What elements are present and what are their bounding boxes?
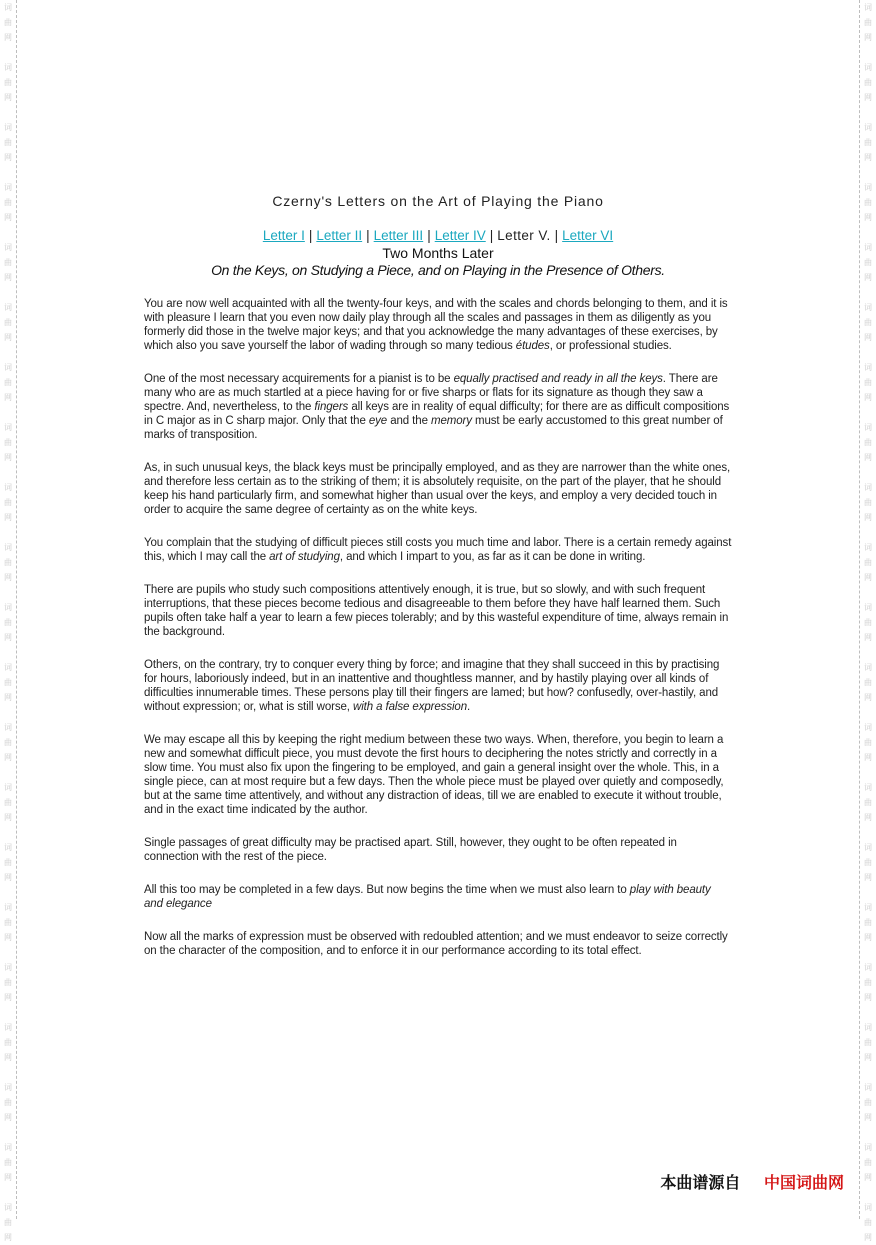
nav-separator: | bbox=[427, 228, 431, 243]
right-margin-watermark bbox=[859, 0, 876, 1242]
watermark-char: 词 bbox=[864, 363, 872, 372]
watermark-char: 网 bbox=[4, 633, 12, 642]
watermark-char: 网 bbox=[864, 453, 872, 462]
watermark-char: 曲 bbox=[4, 1158, 12, 1167]
watermark-char: 词 bbox=[864, 603, 872, 612]
watermark-char: 网 bbox=[4, 153, 12, 162]
watermark-char: 网 bbox=[864, 393, 872, 402]
watermark-char: 词 bbox=[4, 3, 12, 12]
watermark-char: 网 bbox=[864, 1173, 872, 1182]
watermark-char: 曲 bbox=[864, 78, 872, 87]
watermark-char: 词 bbox=[4, 63, 12, 72]
watermark-char: 曲 bbox=[4, 1038, 12, 1047]
watermark-group bbox=[2, 840, 14, 885]
nav-link-letter-6[interactable]: Letter VI bbox=[562, 228, 614, 243]
watermark-char: 网 bbox=[4, 453, 12, 462]
emphasis-text: with a false expression bbox=[352, 701, 468, 713]
nav-current-letter: Letter V. bbox=[497, 228, 551, 243]
watermark-char: 网 bbox=[864, 273, 872, 282]
watermark-char: 网 bbox=[864, 1053, 872, 1062]
watermark-char: 词 bbox=[864, 423, 872, 432]
nav-separator: | bbox=[489, 228, 494, 243]
watermark-char: 词 bbox=[864, 63, 872, 72]
nav-separator: | bbox=[554, 228, 559, 243]
watermark-char: 网 bbox=[4, 993, 12, 1002]
watermark-group bbox=[2, 540, 14, 585]
watermark-char: 网 bbox=[864, 513, 872, 522]
watermark-char: 网 bbox=[864, 333, 872, 342]
body-paragraph: There are pupils who study such compositions attentively enough, it is true, but so slowly, and with such frequent interruptions, that these pieces become tedious and disagreeable to them before they have half learned them. Such pupils often take half a year to learn a few pieces tolerably; and by this wasteful expenditure of time, always remain in the background. bbox=[144, 584, 729, 638]
watermark-char: 词 bbox=[4, 603, 12, 612]
watermark-group bbox=[862, 540, 874, 585]
watermark-char: 曲 bbox=[4, 498, 12, 507]
watermark-char: 曲 bbox=[4, 1218, 12, 1227]
watermark-char: 词 bbox=[4, 843, 12, 852]
source-footer bbox=[660, 1170, 844, 1193]
emphasis-text: play with beauty and elegance bbox=[144, 884, 711, 910]
watermark-char: 网 bbox=[4, 213, 12, 222]
watermark-char: 词 bbox=[864, 1143, 872, 1152]
watermark-char: 曲 bbox=[4, 138, 12, 147]
watermark-char: 曲 bbox=[4, 18, 12, 27]
watermark-char: 网 bbox=[864, 573, 872, 582]
watermark-group bbox=[862, 660, 874, 705]
body-paragraph: You are now well acquainted with all the twenty-four keys, and with the scales and chords belonging to them, and it is with pleasure I learn that you even now daily play through all the scales and passages in them as diligently as you formerly did those in the twelve major keys; and that you acknowledge the many advantages of these exercises, by which also you save yourself the labor of wading through so many tedious études, or professional studies. bbox=[144, 298, 728, 352]
watermark-char: 曲 bbox=[864, 558, 872, 567]
watermark-char: 网 bbox=[4, 1053, 12, 1062]
watermark-char: 词 bbox=[4, 1143, 12, 1152]
watermark-char: 曲 bbox=[4, 858, 12, 867]
footer-source-prefix: 本曲谱源自 bbox=[660, 1173, 741, 1192]
watermark-char: 曲 bbox=[864, 1218, 872, 1227]
watermark-char: 词 bbox=[4, 723, 12, 732]
watermark-char: 网 bbox=[4, 33, 12, 42]
body-paragraph: As, in such unusual keys, the black keys must be principally employed, and as they are narrower than the white ones, and therefore less certain as to the striking of them; it is absolutely requisite, on the part of the player, that he should keep his hand particularly firm, and somewhat higher than usual over the keys, and employ a very decided touch in order to acquire the same degree of certainty as on the white keys. bbox=[144, 462, 731, 516]
emphasis-text: equally practised and ready in all the keys bbox=[453, 373, 663, 385]
watermark-char: 词 bbox=[4, 423, 12, 432]
watermark-char: 网 bbox=[4, 813, 12, 822]
watermark-group bbox=[862, 480, 874, 525]
watermark-char: 词 bbox=[864, 183, 872, 192]
watermark-char: 曲 bbox=[4, 318, 12, 327]
watermark-char: 曲 bbox=[864, 1038, 872, 1047]
watermark-group bbox=[2, 420, 14, 465]
watermark-group bbox=[862, 780, 874, 825]
watermark-char: 曲 bbox=[864, 438, 872, 447]
watermark-group bbox=[862, 1140, 874, 1185]
watermark-char: 网 bbox=[864, 153, 872, 162]
watermark-char: 曲 bbox=[864, 198, 872, 207]
watermark-char: 词 bbox=[4, 363, 12, 372]
watermark-char: 词 bbox=[864, 903, 872, 912]
nav-link-letter-3[interactable]: Letter III bbox=[373, 228, 424, 243]
watermark-group bbox=[2, 780, 14, 825]
nav-link-letter-4[interactable]: Letter IV bbox=[434, 228, 486, 243]
watermark-group bbox=[862, 900, 874, 945]
watermark-char: 曲 bbox=[4, 1098, 12, 1107]
watermark-group bbox=[2, 360, 14, 405]
watermark-group bbox=[862, 1020, 874, 1065]
body-paragraph: Single passages of great difficulty may be practised apart. Still, however, they ought to be often repeated in connection with the rest of the piece. bbox=[144, 837, 677, 863]
watermark-char: 词 bbox=[864, 1203, 872, 1212]
body-paragraph: All this too may be completed in a few days. But now begins the time when we must also learn to play with beauty and elegance bbox=[144, 884, 711, 910]
watermark-char: 词 bbox=[864, 243, 872, 252]
watermark-char: 网 bbox=[864, 633, 872, 642]
watermark-char: 词 bbox=[864, 3, 872, 12]
watermark-char: 曲 bbox=[864, 918, 872, 927]
watermark-char: 网 bbox=[864, 93, 872, 102]
footer-site-name[interactable]: 中国词曲网 bbox=[763, 1173, 844, 1192]
watermark-char: 词 bbox=[4, 963, 12, 972]
watermark-char: 网 bbox=[864, 1113, 872, 1122]
watermark-char: 网 bbox=[4, 513, 12, 522]
watermark-char: 词 bbox=[864, 543, 872, 552]
watermark-group bbox=[862, 960, 874, 1005]
letter-body bbox=[144, 297, 732, 977]
watermark-char: 词 bbox=[864, 1083, 872, 1092]
watermark-char: 曲 bbox=[4, 798, 12, 807]
watermark-group bbox=[2, 720, 14, 765]
watermark-group bbox=[862, 720, 874, 765]
watermark-group bbox=[2, 960, 14, 1005]
watermark-group bbox=[862, 1200, 874, 1245]
page-title: Czerny's Letters on the Art of Playing the Piano bbox=[272, 193, 604, 209]
watermark-group bbox=[2, 120, 14, 165]
watermark-char: 曲 bbox=[4, 378, 12, 387]
emphasis-text: études bbox=[515, 340, 550, 352]
watermark-group bbox=[2, 0, 14, 45]
watermark-char: 曲 bbox=[4, 198, 12, 207]
watermark-group bbox=[2, 300, 14, 345]
watermark-char: 曲 bbox=[4, 678, 12, 687]
watermark-char: 网 bbox=[864, 33, 872, 42]
letter-topic: On the Keys, on Studying a Piece, and on Playing in the Presence of Others. bbox=[211, 262, 665, 278]
watermark-char: 网 bbox=[4, 93, 12, 102]
watermark-char: 曲 bbox=[864, 1158, 872, 1167]
emphasis-text: eye bbox=[368, 415, 388, 427]
watermark-char: 网 bbox=[4, 1173, 12, 1182]
watermark-char: 网 bbox=[4, 333, 12, 342]
watermark-char: 曲 bbox=[864, 858, 872, 867]
watermark-char: 网 bbox=[4, 273, 12, 282]
watermark-char: 词 bbox=[4, 543, 12, 552]
watermark-char: 词 bbox=[4, 783, 12, 792]
nav-separator: | bbox=[308, 228, 313, 243]
emphasis-text: memory bbox=[430, 415, 472, 427]
watermark-char: 词 bbox=[4, 303, 12, 312]
watermark-char: 词 bbox=[864, 303, 872, 312]
watermark-char: 网 bbox=[864, 993, 872, 1002]
watermark-group bbox=[862, 60, 874, 105]
watermark-char: 网 bbox=[864, 693, 872, 702]
watermark-char: 词 bbox=[4, 663, 12, 672]
watermark-group bbox=[862, 600, 874, 645]
watermark-group bbox=[862, 1080, 874, 1125]
body-paragraph: Now all the marks of expression must be observed with redoubled attention; and we must endeavor to seize correctly on the character of the composition, and to enforce it in our performance according to its total effect. bbox=[144, 931, 728, 957]
watermark-group bbox=[2, 900, 14, 945]
watermark-char: 词 bbox=[864, 663, 872, 672]
watermark-char: 网 bbox=[4, 393, 12, 402]
watermark-group bbox=[2, 480, 14, 525]
watermark-char: 词 bbox=[4, 903, 12, 912]
watermark-char: 曲 bbox=[864, 798, 872, 807]
watermark-char: 网 bbox=[4, 873, 12, 882]
body-paragraph: Others, on the contrary, try to conquer every thing by force; and imagine that they shall succeed in this by practising for hours, laboriously indeed, but in an inattentive and thoughtless manner, and by hastily playing over all kinds of difficulties innumerable times. These persons play till their fingers are lamed; but how? confusedly, over-hastily, and without expression; or, what is still worse, with a false expression. bbox=[144, 659, 720, 713]
watermark-group bbox=[862, 120, 874, 165]
watermark-group bbox=[862, 360, 874, 405]
letter-navigation bbox=[0, 228, 876, 243]
watermark-char: 曲 bbox=[864, 318, 872, 327]
watermark-char: 网 bbox=[4, 933, 12, 942]
watermark-char: 网 bbox=[864, 753, 872, 762]
watermark-char: 曲 bbox=[864, 18, 872, 27]
watermark-char: 曲 bbox=[864, 138, 872, 147]
watermark-char: 曲 bbox=[4, 438, 12, 447]
watermark-group bbox=[2, 1200, 14, 1245]
watermark-group bbox=[862, 840, 874, 885]
watermark-char: 曲 bbox=[4, 738, 12, 747]
watermark-char: 曲 bbox=[4, 78, 12, 87]
watermark-char: 网 bbox=[4, 693, 12, 702]
watermark-char: 曲 bbox=[4, 558, 12, 567]
watermark-group bbox=[2, 1080, 14, 1125]
watermark-char: 曲 bbox=[4, 918, 12, 927]
watermark-char: 网 bbox=[864, 813, 872, 822]
watermark-char: 网 bbox=[4, 753, 12, 762]
watermark-char: 词 bbox=[4, 1083, 12, 1092]
body-paragraph: One of the most necessary acquirements for a pianist is to be equally practised and ready in all the keys. There are many who are as much startled at a piece having for or five sharps or flats for its signature as though they saw a spectre. And, nevertheless, to the fingers all keys are in reality of equal difficulty; for there are as difficult compositions in C major as in C sharp major. Only that the eye and the memory must be early accustomed to this great number of marks of transposition. bbox=[144, 373, 730, 441]
watermark-char: 网 bbox=[864, 873, 872, 882]
watermark-char: 曲 bbox=[864, 1098, 872, 1107]
watermark-group bbox=[2, 1020, 14, 1065]
letter-subtitle: Two Months Later bbox=[382, 245, 494, 261]
watermark-group bbox=[2, 60, 14, 105]
watermark-char: 曲 bbox=[864, 498, 872, 507]
watermark-char: 网 bbox=[4, 1113, 12, 1122]
emphasis-text: fingers bbox=[314, 401, 349, 413]
emphasis-text: art of studying bbox=[269, 551, 340, 563]
watermark-group bbox=[862, 420, 874, 465]
watermark-char: 网 bbox=[864, 933, 872, 942]
body-paragraph: You complain that the studying of difficult pieces still costs you much time and labor. There is a certain remedy against this, which I may call the art of studying, and which I impart to you, as far as it can be done in writing. bbox=[144, 537, 732, 563]
watermark-char: 词 bbox=[4, 1203, 12, 1212]
watermark-char: 曲 bbox=[864, 978, 872, 987]
watermark-char: 词 bbox=[864, 723, 872, 732]
watermark-char: 词 bbox=[4, 123, 12, 132]
watermark-char: 词 bbox=[864, 483, 872, 492]
nav-link-letter-1[interactable]: Letter I bbox=[262, 228, 305, 243]
watermark-char: 词 bbox=[4, 483, 12, 492]
watermark-char: 词 bbox=[4, 1023, 12, 1032]
watermark-char: 曲 bbox=[864, 618, 872, 627]
watermark-char: 网 bbox=[4, 573, 12, 582]
watermark-char: 词 bbox=[864, 963, 872, 972]
watermark-group bbox=[2, 660, 14, 705]
watermark-char: 曲 bbox=[864, 378, 872, 387]
watermark-char: 词 bbox=[4, 243, 12, 252]
watermark-group bbox=[2, 600, 14, 645]
watermark-char: 曲 bbox=[4, 618, 12, 627]
nav-separator: | bbox=[366, 228, 370, 243]
watermark-group bbox=[862, 0, 874, 45]
watermark-char: 词 bbox=[864, 123, 872, 132]
watermark-char: 词 bbox=[4, 183, 12, 192]
watermark-group bbox=[2, 1140, 14, 1185]
nav-link-letter-2[interactable]: Letter II bbox=[316, 228, 363, 243]
watermark-char: 曲 bbox=[864, 678, 872, 687]
left-margin-watermark bbox=[0, 0, 17, 1242]
watermark-char: 曲 bbox=[864, 258, 872, 267]
watermark-char: 网 bbox=[864, 1233, 872, 1242]
watermark-char: 词 bbox=[864, 843, 872, 852]
watermark-char: 曲 bbox=[4, 258, 12, 267]
watermark-char: 网 bbox=[864, 213, 872, 222]
watermark-char: 网 bbox=[4, 1233, 12, 1242]
watermark-char: 词 bbox=[864, 1023, 872, 1032]
watermark-char: 词 bbox=[864, 783, 872, 792]
watermark-group bbox=[862, 300, 874, 345]
body-paragraph: We may escape all this by keeping the right medium between these two ways. When, therefore, you begin to learn a new and somewhat difficult piece, you must devote the first hours to deciphering the notes strictly and correctly in a slow time. You must also fix upon the fingering to be employed, and gain a general insight over the whole. This, in a single piece, can at most require but a few days. Then the whole piece must be played over quietly and composedly, but at the same time attentively, and without any distraction of ideas, till we are enabled to execute it without trouble, and in the exact time indicated by the author. bbox=[144, 734, 724, 816]
watermark-char: 曲 bbox=[4, 978, 12, 987]
watermark-char: 曲 bbox=[864, 738, 872, 747]
